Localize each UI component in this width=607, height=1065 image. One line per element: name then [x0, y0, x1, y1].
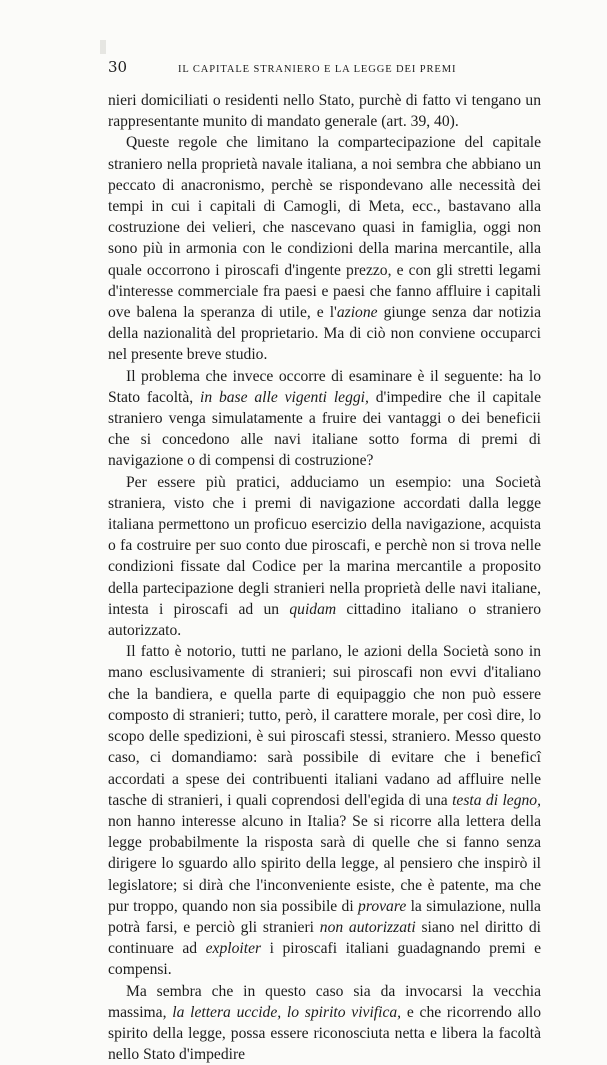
italic-text: azione — [336, 304, 378, 322]
text-run: nieri domiciliati o residenti nello Stato, purchè di fatto vi tengano un rappresentante munito di mandato generale (art. 39, 40). — [108, 92, 541, 131]
text-run: non hanno interesse alcuno in Italia? Se si ricorre alla lettera della legge probabilmente la risposta sarà di quelle che si fanno senza dirigere lo sguardo allo spirito della legge, al pensiero che inspirò il legislatore; si dirà che l'inconveniente esiste, che è patente, ma che pur troppo, quando non sia possibile di — [108, 812, 541, 915]
text-run: Il fatto è notorio, tutti ne parlano, le azioni della Società sono in mano esclusivamente di stranieri; sui piroscafi non evvi d'italiano che la bandiera, e quella parte di equipaggio che non può essere composto di stranieri; tutto, però, il carattere morale, per così dire, lo scopo delle spedizioni, è sui piroscafi stessi, straniero. Messo questo caso, ci domandiamo: sarà possibile di evitare che i beneficî accordati a spese dei contribuenti italiani vadano ad affluire nelle tasche di stranieri, i quali coprendosi dell'egida di una — [108, 643, 541, 809]
italic-text: in base alle vigenti leggi, — [200, 388, 369, 406]
page-number: 30 — [108, 58, 128, 76]
paragraph — [108, 132, 541, 365]
italic-text: exploiter — [205, 940, 262, 958]
italic-text: la lettera uccide, lo spirito vivifica, — [172, 1003, 402, 1021]
text-run: e che ricorrendo allo spirito della legge, possa essere riconosciuta netta e libera la facoltà nello Stato d'impedire — [108, 1003, 542, 1064]
paragraph — [108, 472, 541, 642]
body-text — [108, 90, 541, 1065]
paragraph — [108, 90, 541, 132]
italic-text: quidam — [289, 600, 337, 618]
text-run: i piroscafi italiani guadagnando premi e compensi. — [108, 940, 542, 979]
paragraph — [108, 366, 541, 472]
text-run: d'impedire che il capitale straniero venga simulatamente a fruire dei vantaggi o dei beneficii che si concedono alle navi italiane sotto forma di premi di navigazione o di compensi di costruzione? — [108, 388, 541, 470]
text-run: la simulazione, nulla potrà farsi, e perciò gli stranieri — [108, 897, 541, 936]
italic-text: provare — [358, 897, 407, 915]
text-run: giunge senza dar notizia della nazionalità del proprietario. Ma di ciò non conviene occuparci nel presente breve studio. — [108, 304, 541, 364]
italic-text: testa di legno, — [452, 791, 541, 809]
paragraph — [108, 981, 541, 1065]
text-run: siano nel diritto di continuare ad — [108, 918, 542, 958]
italic-text: non autorizzati — [319, 918, 416, 936]
page-header — [108, 58, 541, 86]
running-title: IL CAPITALE STRANIERO E LA LEGGE DEI PREMI — [178, 64, 457, 75]
scan-mark — [100, 40, 106, 54]
text-run: Queste regole che limitano la compartecipazione del capitale straniero nella proprietà navale italiana, a noi sembra che abbiano un peccato di anacronismo, perchè se rispondevano alle necessità dei tempi in cui i capitali di Camogli, di Meta, ecc., bastavano alla costruzione dei velieri, che nascevano quasi in famiglia, oggi non sono più in armonia con le condizioni della marina mercantile, alla quale occorrono i piroscafi d'ingente prezzo, e con gli stretti legami d'interesse commerciale fra paesi e paesi che fanno affluire i capitali ove balena la speranza di utile, e l' — [108, 134, 541, 322]
page — [108, 58, 541, 1065]
text-run: Il problema che invece occorre di esaminare è il seguente: ha lo Stato facoltà, — [108, 367, 541, 406]
text-run: cittadino italiano o straniero autorizzato. — [108, 600, 541, 640]
text-run: Ma sembra che in questo caso sia da invocarsi la vecchia massima, — [108, 982, 541, 1021]
text-run: Per essere più pratici, adduciamo un esempio: una Società straniera, visto che i premi di navigazione accordati dalla legge italiana permettono un proficuo esercizio della navigazione, acquista o fa costruire per suo conto due piroscafi, e perchè non si trova nelle condizioni fissate dal Codice per la marina mercantile a proposito della partecipazione degli stranieri nella proprietà delle navi italiane, intesta i piroscafi ad un — [108, 473, 541, 618]
paragraph — [108, 641, 541, 980]
